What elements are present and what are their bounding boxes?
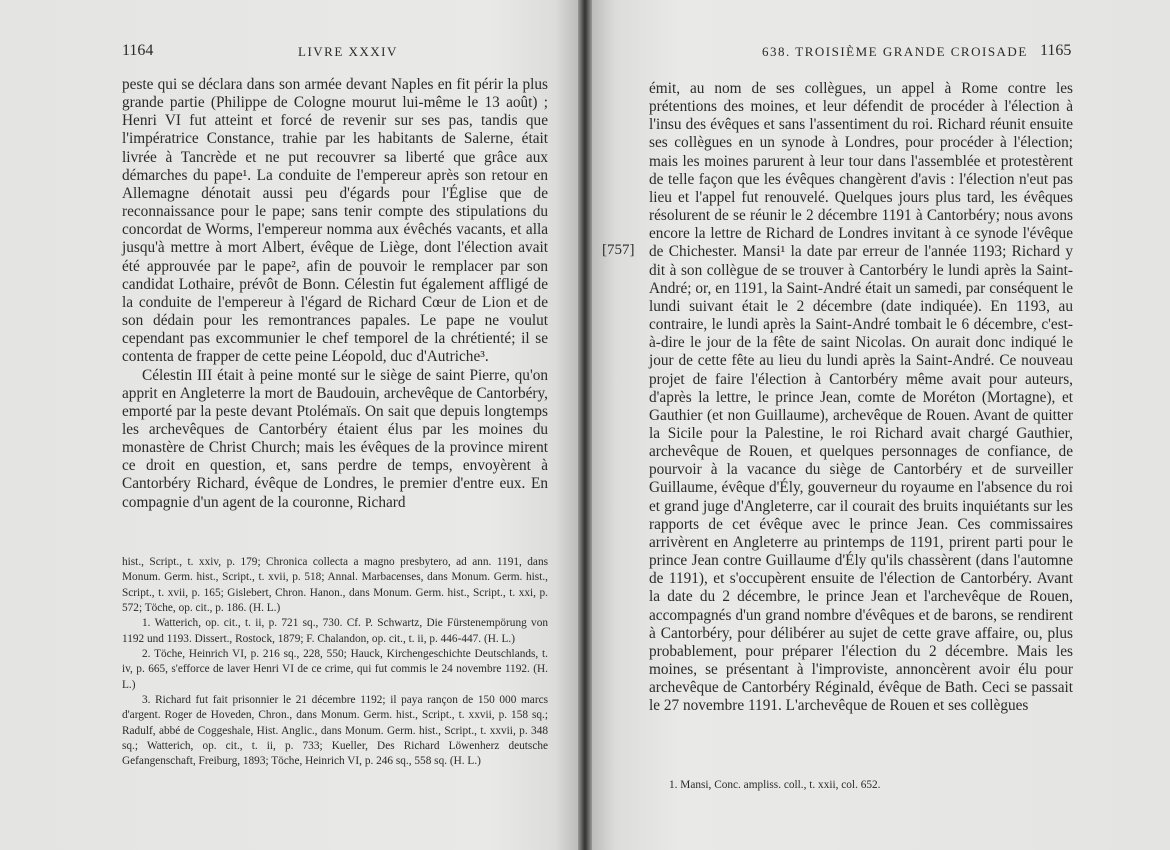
book-gutter: [578, 0, 592, 850]
left-page: [0, 0, 578, 850]
footnote: 1. Mansi, Conc. ampliss. coll., t. xxii, col. 652.: [669, 779, 881, 791]
paragraph: peste qui se déclara dans son armée devant Naples en fit périr la plus grande partie (Philippe de Cologne mourut lui-même le 13 août) ; Henri VI fut atteint et forcé de revenir sur ses pas, tandis que l'impératrice Constance, trahie par les habitants de Salerne, était livrée à Tancrède et ne put recouvrer sa liberté que grâce aux démarches du pape¹. La conduite de l'empereur après son retour en Allemagne dénotait aussi peu d'égards pour l'Église que de reconnaissance pour le pape; sans tenir compte des stipulations du concordat de Worms, l'empereur nomma aux évêchés vacants, et alla jusqu'à mettre à mort Albert, évêque de Liège, dont l'élection avait été approuvée par le pape², afin de pouvoir le remplacer par son candidat Lothaire, prévôt de Bonn. Célestin fut également affligé de la conduite de l'empereur à l'égard de Richard Cœur de Lion et de son dédain pour les remontrances papales. Le pape ne voulut cependant pas excommunier le chef temporel de la chrétienté; il se contenta de frapper de cette peine Léopold, duc d'Autriche³.: [122, 76, 548, 366]
paragraph: Célestin III était à peine monté sur le siège de saint Pierre, qu'on apprit en Angleterre la mort de Baudouin, archevêque de Cantorbéry, emporté par la peste devant Ptolémaïs. On sait que depuis longtemps les archevêques de Cantorbéry étaient élus par les moines du monastère de Christ Church; mais les évêques de la province mirent ce droit en question, et, sans perdre de temps, envoyèrent à Cantorbéry Richard, évêque de Londres, le premier d'entre eux. En compagnie d'un agent de la couronne, Richard: [122, 366, 548, 511]
right-page: [592, 0, 1170, 850]
paragraph: émit, au nom de ses collègues, un appel à Rome contre les prétentions des moines, et leur défendit de procéder à l'élection à l'insu des évêques et sans l'assentiment du roi. Richard réunit ensuite ses collègues en un synode à Londres, pour procéder à l'élection; mais les moines parurent à leur tour dans l'assemblée et protestèrent de telle façon que les évêques changèrent d'avis : l'élection n'eut pas lieu et l'appel fut renouvelé. Quelques jours plus tard, les évêques résolurent de se réunir le 2 décembre 1191 à Cantorbéry; nous avons encore la lettre de Richard de Londres invitant à ce synode l'évêque de Chichester. Mansi¹ la date par erreur de l'année 1193; Richard y dit à son collègue de se trouver à Cantorbéry le lundi après la Saint-André; or, en 1191, la Saint-André était un samedi, par conséquent le lundi suivant était le 2 décembre (date indiquée). En 1193, au contraire, le lundi après la Saint-André tombait le 6 décembre, c'est-à-dire le jour de la fête de saint Nicolas. On aurait donc indiqué le jour de cette fête au lieu du lundi après la Saint-André. Ce nouveau projet de faire l'élection à Cantorbéry même avait pour auteurs, d'après la lettre, le prince Jean, comte de Moréton (Mortagne), et Gauthier (et non Guillaume), archevêque de Rouen. Avant de quitter la Sicile pour la Palestine, le roi Richard avait chargé Gauthier, archevêque de Rouen, et quelques personnages de confiance, de pourvoir à la vacance du siège de Cantorbéry et de surveiller Guillaume, évêque d'Ély, gouverneur du royaume en l'absence du roi et grand juge d'Angleterre, car il courait des bruits inquiétants sur les rapports de cet évêque avec le prince Jean. Ces commissaires arrivèrent en Angleterre au printemps de 1191, prirent parti pour le prince Jean contre Guillaume d'Ély qu'ils chassèrent (dans l'automne de 1191), et s'occupèrent ensuite de l'élection de Cantorbéry. Avant la date du 2 décembre, le prince Jean et l'archevêque de Rouen, accompagnés d'un grand nombre d'évêques et de barons, se rendirent à Cantorbéry, pour délibérer au sujet de cette grave affaire, ou, plus probablement, pour préparer l'élection du 2 décembre. Mais les moines, se présentant à l'improviste, annoncèrent avoir élu pour archevêque de Cantorbéry Réginald, évêque de Bath. Ceci se passait le 27 novembre 1191. L'archevêque de Rouen et ses collègues: [649, 80, 1073, 715]
footnote: 2. Töche, Heinrich VI, p. 216 sq., 228, 550; Hauck, Kirchengeschichte Deutschlands, t. iv, p. 665, s'efforce de laver Henri VI de ce crime, qui fut commis le 24 novembre 1192. (H. L.): [122, 648, 548, 691]
margin-note: [757]: [602, 242, 635, 258]
footnotes: [649, 778, 1073, 793]
body-text: [122, 76, 548, 512]
footnote: 1. Watterich, op. cit., t. ii, p. 721 sq., 730. Cf. P. Schwartz, Die Fürstenempörung von 1192 und 1193. Dissert., Rostock, 1879; F. Chalandon, op. cit., t. ii, p. 446-447. (H. L.): [122, 617, 548, 645]
running-head: LIVRE XXXIV: [298, 44, 398, 59]
page-number: 1164: [122, 42, 154, 59]
page-number: 1165: [1040, 42, 1072, 59]
footnote: hist., Script., t. xxiv, p. 179; Chronica collecta a magno presbytero, ad ann. 1191, dans Monum. Germ. hist., Script., t. xvii, p. 518; Annal. Marbacenses, dans Monum. Germ. hist., Script., t. xvii, p. 165; Gislebert, Chron. Hanon., dans Monum. Germ. hist., Script., t. xxi, p. 572; Töche, op. cit., p. 186. (H. L.): [122, 556, 548, 615]
footnote: 3. Richard fut fait prisonnier le 21 décembre 1192; il paya rançon de 150 000 marcs d'argent. Roger de Hoveden, Chron., dans Monum. Germ. hist., Script., t. xxvii, p. 158 sq.; Radulf, abbé de Coggeshale, Hist. Anglic., dans Monum. Germ. hist., Script., t. xxvii, p. 348 sq.; Watterich, op. cit., t. ii, p. 733; Kueller, Des Richard Löwenherz deutsche Gefangenschaft, Freiburg, 1893; Töche, Heinrich VI, p. 246 sq., 558 sq. (H. L.): [122, 694, 548, 768]
body-text: [649, 80, 1073, 715]
running-head: 638. TROISIÈME GRANDE CROISADE: [762, 44, 1028, 59]
footnotes: [122, 555, 548, 770]
